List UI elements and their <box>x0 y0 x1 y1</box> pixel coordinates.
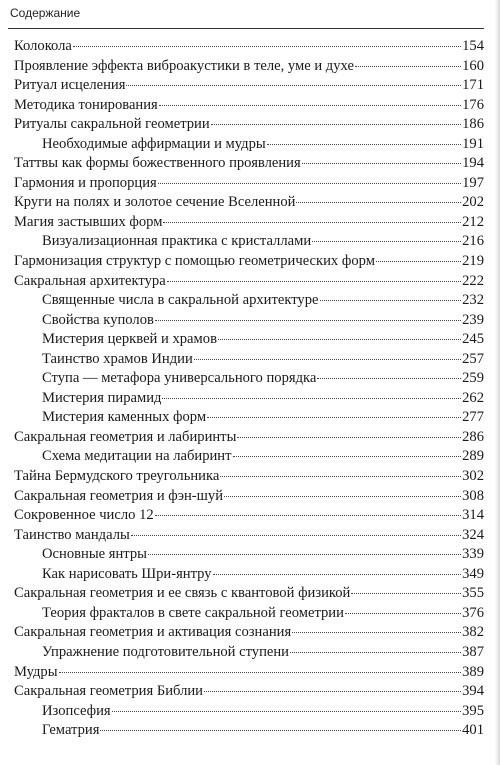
toc-entry-title: Проявление эффекта виброакустики в теле, уме и духе <box>14 57 354 74</box>
dot-leader <box>317 378 461 379</box>
toc-entry <box>14 526 484 546</box>
toc-entry-title: Гармония и пропорция <box>14 174 157 191</box>
toc-entry-page-number: 259 <box>462 370 484 387</box>
dot-leader <box>312 241 461 242</box>
toc-entry-title: Мистерия каменных форм <box>42 409 207 426</box>
dot-leader <box>302 163 461 164</box>
toc-entry <box>14 213 484 233</box>
dot-leader <box>237 437 461 438</box>
dot-leader <box>194 359 461 360</box>
toc-entry-title: Таинство мандалы <box>14 526 130 543</box>
toc-entry-page-number: 286 <box>462 428 484 445</box>
toc-entry-page-number: 216 <box>462 233 484 250</box>
toc-entry-title: Сакральная геометрия Библии <box>14 683 203 700</box>
toc-entry-page-number: 232 <box>462 292 484 309</box>
toc-entry <box>14 467 484 487</box>
toc-entry <box>14 447 484 467</box>
dot-leader <box>267 144 461 145</box>
toc-entry-page-number: 186 <box>462 116 484 133</box>
toc-entry <box>14 76 484 96</box>
dot-leader <box>112 711 461 712</box>
toc-entry <box>14 311 484 331</box>
toc-entry-page-number: 289 <box>462 448 484 465</box>
toc-entry <box>14 487 484 507</box>
toc-entry <box>14 721 484 741</box>
dot-leader <box>100 730 461 731</box>
toc-entry-title: Сокровенное число 12 <box>14 507 154 524</box>
toc-entry-title: Как нарисовать Шри-янтру <box>42 565 212 582</box>
toc-entry-title: Сакральная геометрия и активация сознания <box>14 624 292 641</box>
toc-entry <box>14 37 484 57</box>
dot-leader <box>167 281 461 282</box>
running-header: Содержание <box>10 6 81 20</box>
dot-leader <box>211 124 461 125</box>
toc-entry <box>14 506 484 526</box>
page-edge-shadow <box>495 0 500 765</box>
toc-entry-page-number: 154 <box>462 38 484 54</box>
toc-entry <box>14 408 484 428</box>
toc-entry <box>14 584 484 604</box>
toc-entry-page-number: 202 <box>462 194 484 211</box>
toc-entry-page-number: 314 <box>462 507 484 524</box>
toc-entry <box>14 96 484 116</box>
toc-entry-title: Сакральная геометрия и фэн-шуй <box>14 487 224 504</box>
toc-entry <box>14 232 484 252</box>
toc-entry-page-number: 376 <box>462 604 484 621</box>
toc-entry-page-number: 212 <box>462 213 484 230</box>
dot-leader <box>296 202 461 203</box>
toc-entry-title: Священные числа в сакральной архитектуре <box>42 292 319 309</box>
toc-entry-title: Ступа — метафора универсального порядка <box>42 370 317 387</box>
dot-leader <box>220 476 461 477</box>
toc-entry-page-number: 394 <box>462 683 484 700</box>
toc-entry <box>14 57 484 77</box>
dot-leader <box>148 554 461 555</box>
toc-entry-page-number: 194 <box>462 155 484 172</box>
toc-entry-page-number: 219 <box>462 253 484 270</box>
table-of-contents <box>14 37 484 741</box>
dot-leader <box>213 574 462 575</box>
toc-entry-title: Визуализационная практика с кристаллами <box>42 233 312 250</box>
dot-leader <box>204 691 461 692</box>
toc-entry-page-number: 389 <box>462 663 484 680</box>
toc-entry <box>14 350 484 370</box>
toc-entry-title: Изопсефия <box>42 702 111 719</box>
dot-leader <box>320 300 462 301</box>
toc-entry-page-number: 262 <box>462 389 484 406</box>
toc-entry <box>14 174 484 194</box>
toc-entry <box>14 428 484 448</box>
toc-entry <box>14 272 484 292</box>
dot-leader <box>290 652 461 653</box>
toc-entry <box>14 702 484 722</box>
toc-entry-page-number: 239 <box>462 311 484 328</box>
toc-entry-page-number: 176 <box>462 96 484 113</box>
toc-entry-title: Мистерия пирамид <box>42 389 162 406</box>
toc-entry-page-number: 382 <box>462 624 484 641</box>
toc-entry-page-number: 308 <box>462 487 484 504</box>
toc-entry <box>14 193 484 213</box>
toc-entry-page-number: 222 <box>462 272 484 289</box>
toc-entry-page-number: 257 <box>462 350 484 367</box>
dot-leader <box>224 496 461 497</box>
toc-entry-title: Мудры <box>14 663 58 680</box>
dot-leader <box>155 320 461 321</box>
toc-entry-title: Гармонизация структур с помощью геометрических форм <box>14 253 375 270</box>
dot-leader <box>292 632 461 633</box>
toc-entry-title: Основные янтры <box>42 546 147 563</box>
toc-entry <box>14 643 484 663</box>
toc-entry-title: Круги на полях и золотое сечение Вселенной <box>14 194 296 211</box>
toc-entry <box>14 389 484 409</box>
toc-entry-page-number: 355 <box>462 585 484 602</box>
toc-entry <box>14 330 484 350</box>
dot-leader <box>351 593 461 594</box>
toc-entry-page-number: 277 <box>462 409 484 426</box>
toc-entry-page-number: 171 <box>462 77 484 94</box>
toc-entry-title: Колокола <box>14 38 72 54</box>
toc-entry <box>14 604 484 624</box>
toc-entry-title: Магия застывших форм <box>14 213 163 230</box>
toc-entry-page-number: 160 <box>462 57 484 74</box>
dot-leader <box>163 222 461 223</box>
dot-leader <box>162 398 461 399</box>
toc-entry-title: Схема медитации на лабиринт <box>42 448 232 465</box>
toc-entry-title: Сакральная геометрия и ее связь с квантовой физикой <box>14 585 351 602</box>
dot-leader <box>155 515 461 516</box>
toc-entry-page-number: 302 <box>462 468 484 485</box>
toc-entry-page-number: 349 <box>462 565 484 582</box>
toc-entry-title: Сакральная геометрия и лабиринты <box>14 428 237 445</box>
toc-entry-page-number: 324 <box>462 526 484 543</box>
toc-entry-title: Ритуал исцеления <box>14 77 126 94</box>
dot-leader <box>131 535 461 536</box>
toc-entry <box>14 154 484 174</box>
dot-leader <box>233 456 462 457</box>
toc-entry-title: Ритуалы сакральной геометрии <box>14 116 210 133</box>
toc-entry-title: Таинство храмов Индии <box>42 350 193 367</box>
toc-entry-title: Мистерия церквей и храмов <box>42 331 217 348</box>
toc-entry <box>14 545 484 565</box>
toc-entry-title: Таттвы как формы божественного проявления <box>14 155 301 172</box>
toc-entry-page-number: 395 <box>462 702 484 719</box>
toc-entry <box>14 663 484 683</box>
toc-entry <box>14 252 484 272</box>
toc-entry-page-number: 191 <box>462 135 484 152</box>
dot-leader <box>355 66 461 67</box>
toc-entry <box>14 682 484 702</box>
toc-entry-page-number: 339 <box>462 546 484 563</box>
toc-entry-title: Теория фракталов в свете сакральной геометрии <box>42 604 344 621</box>
dot-leader <box>59 672 462 673</box>
dot-leader <box>345 613 461 614</box>
toc-entry-page-number: 245 <box>462 331 484 348</box>
toc-entry-title: Гематрия <box>42 722 100 739</box>
toc-entry-page-number: 387 <box>462 643 484 660</box>
dot-leader <box>218 339 461 340</box>
dot-leader <box>126 85 461 86</box>
toc-entry <box>14 369 484 389</box>
dot-leader <box>159 105 461 106</box>
toc-entry-title: Необходимые аффирмации и мудры <box>42 135 266 152</box>
toc-entry <box>14 565 484 585</box>
dot-leader <box>158 183 461 184</box>
toc-entry-page-number: 197 <box>462 174 484 191</box>
dot-leader <box>207 417 461 418</box>
dot-leader <box>73 46 461 47</box>
dot-leader <box>376 261 461 262</box>
toc-entry <box>14 115 484 135</box>
toc-entry <box>14 135 484 155</box>
toc-entry-page-number: 401 <box>462 722 484 739</box>
toc-entry-title: Упражнение подготовительной ступени <box>42 643 289 660</box>
toc-entry-title: Тайна Бермудского треугольника <box>14 468 220 485</box>
header-rule <box>8 28 484 29</box>
toc-entry-title: Свойства куполов <box>42 311 154 328</box>
toc-entry-title: Методика тонирования <box>14 96 158 113</box>
toc-entry <box>14 291 484 311</box>
toc-entry-title: Сакральная архитектура <box>14 272 166 289</box>
toc-entry <box>14 623 484 643</box>
